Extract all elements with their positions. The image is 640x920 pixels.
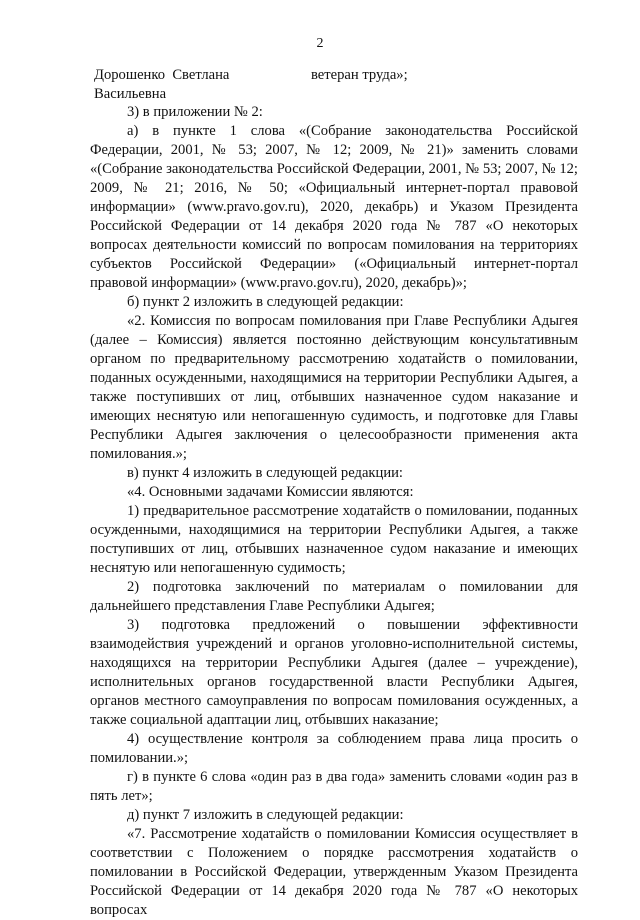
paragraph: 2) подготовка заключений по материалам о помиловании для дальнейшего представления Главе Республики Адыгея; (90, 579, 578, 614)
paragraph: г) в пункте 6 слова «один раз в два года» заменить словами «один раз в пять лет»; (90, 769, 578, 804)
document-body (90, 103, 578, 920)
paragraph: «7. Рассмотрение ходатайств о помиловании Комиссия осуществляет в соответствии с Положением о порядке рассмотрения ходатайств о помиловании в Российской Федерации, утвержденным Указом Президента Российской Федерации от 14 декабря 2020 года № 787 «О некоторых вопросах (90, 826, 578, 918)
page-number: 2 (316, 36, 324, 51)
header-title: ветеран труда»; (311, 67, 408, 83)
paragraph: в) пункт 4 изложить в следующей редакции: (127, 465, 403, 481)
header-name-line2: Васильевна (94, 86, 167, 102)
paragraph: д) пункт 7 изложить в следующей редакции: (127, 807, 404, 823)
paragraph: 3) в приложении № 2: (127, 104, 263, 120)
paragraph: а) в пункте 1 слова «(Собрание законодательства Российской Федерации, 2001, № 53; 2007, № 12; 2009, № 21)» заменить словами «(Собрание законодательства Российской Федерации, 2001, № 53; 2007, № 12; 2009, № 21; 2016, № 50; «Официальный интернет-портал правовой информации» (www.pravo.gov.ru), 2020, декабрь) и Указом Президента Российской Федерации от 14 декабря 2020 года № 787 «О некоторых вопросах деятельности комиссий по вопросам помилования на территориях субъектов Российской Федерации» («Официальный интернет-портал правовой информации» (www.pravo.gov.ru), 2020, декабрь)»; (90, 123, 578, 291)
paragraph: 4) осуществление контроля за соблюдением права лица просить о помиловании.»; (90, 731, 578, 766)
paragraph: 1) предварительное рассмотрение ходатайств о помиловании, поданных осужденными, находящимися на территории Республики Адыгея, а также поступивших от лиц, отбывших назначенное судом наказание и имеющих неснятую или непогашенную судимость; (90, 503, 578, 576)
paragraph: «4. Основными задачами Комиссии являются: (127, 484, 414, 500)
paragraph: б) пункт 2 изложить в следующей редакции: (127, 294, 404, 310)
paragraph: «2. Комиссия по вопросам помилования при Главе Республики Адыгея (далее – Комиссия) является постоянно действующим консультативным органом по предварительному рассмотрению ходатайств о помиловании, поданных осужденными, находящимися на территории Республики Адыгея, а также поступивших от лиц, отбывших назначенное судом наказание и имеющих неснятую или непогашенную судимость, и подготовке для Главы Республики Адыгея заключения о целесообразности применения акта помилования.»; (90, 313, 578, 462)
header-name (94, 66, 229, 104)
paragraph: 3) подготовка предложений о повышении эффективности взаимодействия учреждений и органов уголовно-исполнительной системы, находящихся на территории Республики Адыгея (далее – учреждение), исполнительных органов государственной власти Республики Адыгея, органов местного самоуправления по вопросам помилования осужденных, а также социальной адаптации лиц, отбывших наказание; (90, 617, 578, 728)
header-name-line1: Дорошенко Светлана (94, 67, 230, 83)
